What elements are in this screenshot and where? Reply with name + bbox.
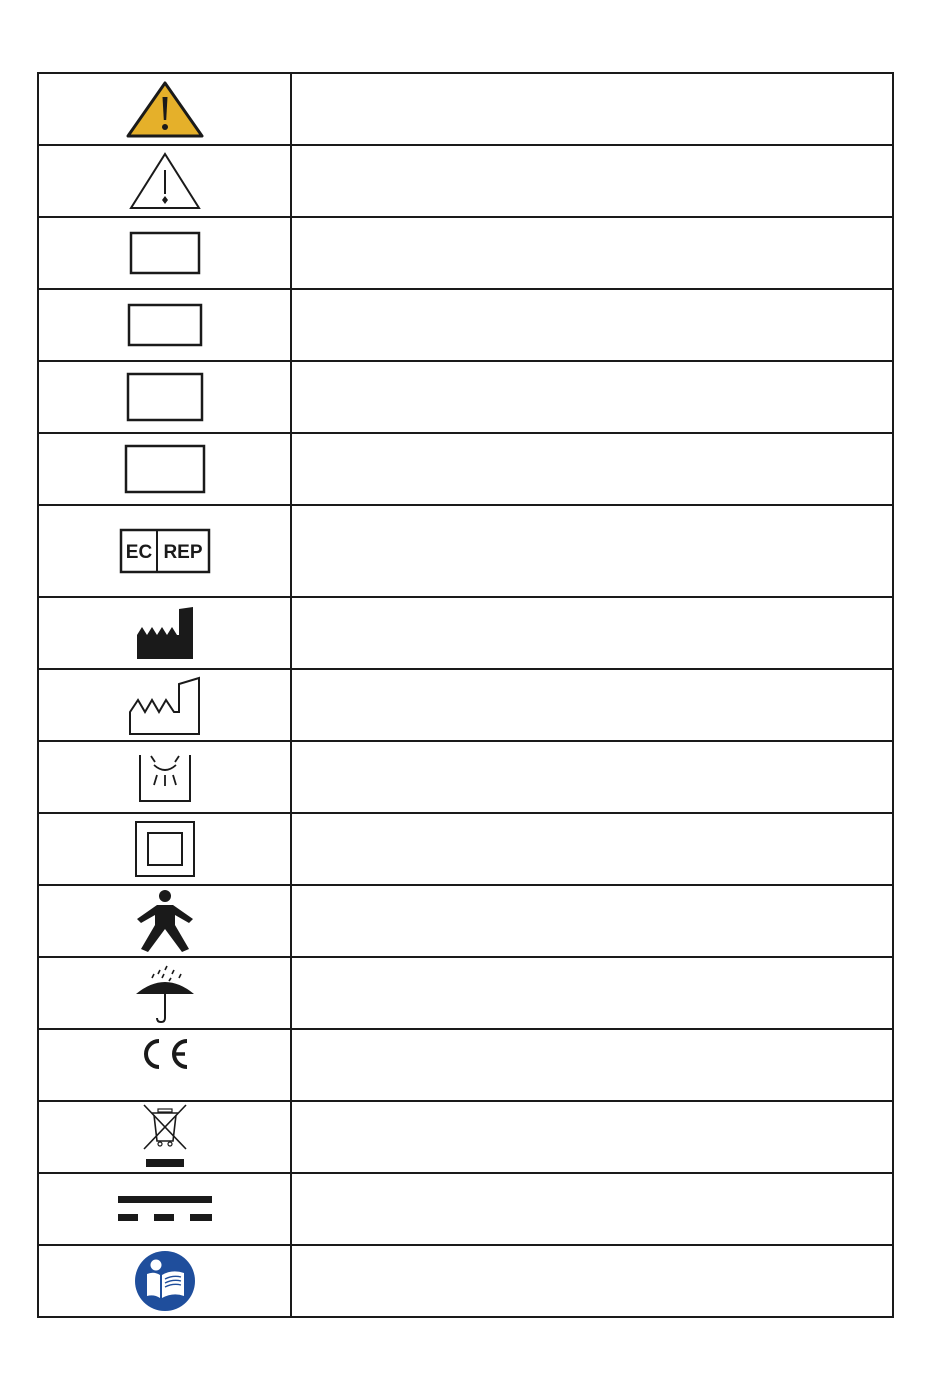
table-row <box>38 957 893 1029</box>
table-row <box>38 433 893 505</box>
description-cell <box>291 1173 893 1245</box>
symbol-cell <box>38 669 291 741</box>
empty-box-icon <box>129 231 201 275</box>
table-row <box>38 813 893 885</box>
date-of-manufacture-outline-factory-icon <box>128 674 202 736</box>
warning-yellow-triangle-icon <box>125 79 205 139</box>
table-row <box>38 669 893 741</box>
table-row <box>38 217 893 289</box>
empty-box-icon <box>126 372 204 422</box>
symbol-cell <box>38 361 291 433</box>
symbol-cell <box>38 1173 291 1245</box>
description-cell <box>291 1029 893 1101</box>
symbol-cell <box>38 885 291 957</box>
type-bf-applied-part-icon <box>135 889 195 953</box>
description-cell <box>291 505 893 597</box>
ec-rep-right-text: REP <box>162 542 203 563</box>
table-row <box>38 741 893 813</box>
table-row <box>38 1245 893 1317</box>
symbol-cell <box>38 505 291 597</box>
class-ii-equipment-icon <box>134 820 196 878</box>
symbol-cell <box>38 433 291 505</box>
direct-current-icon <box>116 1194 214 1224</box>
manufacturer-filled-factory-icon <box>135 605 195 661</box>
description-cell <box>291 73 893 145</box>
table-row <box>38 145 893 217</box>
symbol-cell <box>38 957 291 1029</box>
caution-outline-triangle-icon <box>127 150 203 212</box>
description-cell <box>291 1245 893 1317</box>
symbol-cell <box>38 73 291 145</box>
ec-rep-left-text: EC <box>125 542 152 563</box>
table-row <box>38 73 893 145</box>
read-instructions-icon <box>134 1250 196 1312</box>
keep-away-from-sunlight-icon <box>138 751 192 803</box>
table-row <box>38 1173 893 1245</box>
empty-box-icon <box>127 303 203 347</box>
ce-mark-icon <box>137 1036 193 1072</box>
table-row <box>38 1101 893 1173</box>
description-cell <box>291 361 893 433</box>
description-cell <box>291 813 893 885</box>
description-cell <box>291 957 893 1029</box>
symbol-table <box>37 72 894 1318</box>
description-cell <box>291 1101 893 1173</box>
symbol-cell <box>38 217 291 289</box>
symbol-cell <box>38 813 291 885</box>
description-cell <box>291 885 893 957</box>
description-cell <box>291 741 893 813</box>
symbol-cell <box>38 1101 291 1173</box>
symbol-cell <box>38 1029 291 1101</box>
weee-crossed-bin-icon <box>140 1103 190 1171</box>
empty-box-icon <box>124 444 206 494</box>
symbol-cell <box>38 145 291 217</box>
symbol-cell <box>38 597 291 669</box>
description-cell <box>291 433 893 505</box>
description-cell <box>291 669 893 741</box>
symbol-cell <box>38 741 291 813</box>
description-cell <box>291 145 893 217</box>
symbol-cell <box>38 289 291 361</box>
table-row <box>38 1029 893 1101</box>
ec-rep-icon <box>119 528 211 574</box>
description-cell <box>291 289 893 361</box>
table-row <box>38 361 893 433</box>
description-cell <box>291 597 893 669</box>
table-row <box>38 505 893 597</box>
table-row <box>38 289 893 361</box>
keep-dry-umbrella-icon <box>134 962 196 1024</box>
table-row <box>38 885 893 957</box>
description-cell <box>291 217 893 289</box>
table-row <box>38 597 893 669</box>
symbol-cell <box>38 1245 291 1317</box>
